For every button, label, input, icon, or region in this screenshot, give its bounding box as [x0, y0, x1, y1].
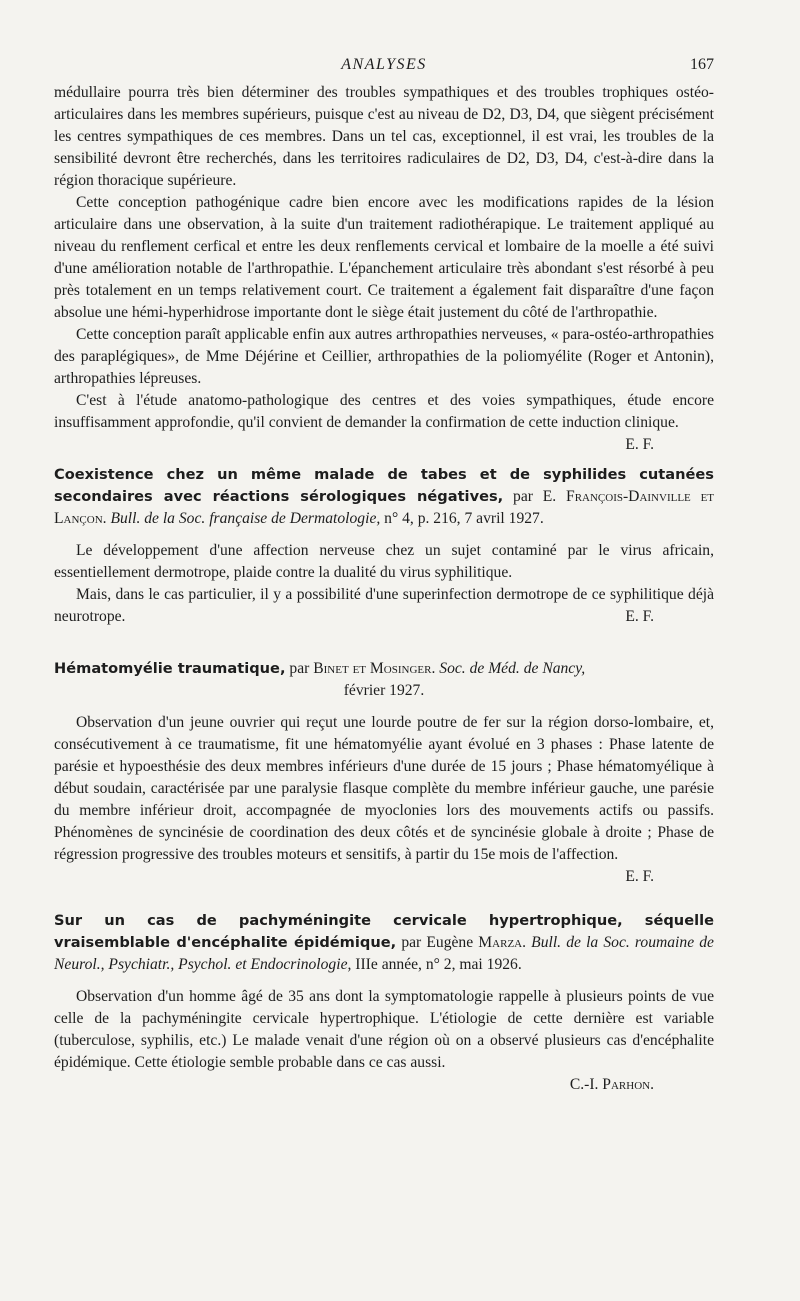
page-header	[54, 52, 714, 82]
signature: E. F.	[625, 436, 654, 453]
article-body	[54, 712, 714, 888]
paragraph: Cette conception pathogénique cadre bien encore avec les modifications rapides de la lésion articulaire dans une observation, à la suite d'un traitement radiothérapique. Le traitement appliqué au niveau du renflement cerfical et entre les deux renflements cervical et lombaire de la moelle a été suivi d'une amélioration notable de l'arthropathie. L'épanchement articulaire très abondant s'est résorbé à peu près totalement en un temps relativement court. Ce traitement a également fait disparaître d'une façon absolue une hémi-hyperhidrose importante dont le siège était justement du côté de l'arthropathie.	[54, 194, 714, 321]
citation: Soc. de Méd. de Nancy,	[439, 660, 586, 677]
paragraph	[54, 390, 714, 453]
authors: Marza.	[478, 934, 527, 951]
authors: François-Dainville et Lançon.	[54, 488, 715, 527]
paragraph: Observation d'un jeune ouvrier qui reçut une lourde poutre de fer sur la région dorso-lombaire, et, consécutivement à ce traumatisme, fit une hématomyélie ayant évolué en 3 phases : Phase latente de parésie et hypoesthésie des deux membres inférieurs d'une durée de 15 jours ; Phase hématomyélique à début soudain, caractérisée par une paralysie flasque complète du membre inférieur gauche, une parésie du membre inférieur droit, accompagnée de myoclonies lors des mouvements actifs ou passifs. Phénomènes de syncinésie de coordination des deux côtés et de syncinésie globale à droite ; Phase de régression progressive des troubles moteurs et sensitifs, à partir du 15e mois de l'affection.	[54, 714, 714, 863]
signature: E. F.	[625, 868, 654, 885]
citation: Bull. de la Soc. roumaine de Neurol., Psychiatr., Psychol. et Endocrinologie,	[54, 934, 714, 973]
authors-prefix: par Eugène	[401, 934, 474, 951]
paragraph-text: Mais, dans le cas particulier, il y a possibilité d'une superinfection dermotrope de ce syphilitique déjà neurotrope.	[54, 586, 714, 625]
signature-row	[54, 1074, 714, 1096]
article-title: Coexistence chez un même malade de tabes et de syphilides cutanées secondaires avec réactions sérologiques négatives,	[54, 466, 714, 505]
authors-prefix: par E.	[513, 488, 557, 505]
signature: C.-I. Parhon.	[569, 1076, 654, 1093]
article-title: Sur un cas de pachyméningite cervicale hypertrophique, séquelle vraisemblable d'encéphalite épidémique,	[54, 912, 714, 951]
paragraph: médullaire pourra très bien déterminer des troubles sympathiques et des troubles trophiques ostéo-articulaires dans les membres supérieurs, puisque c'est au niveau de D2, D3, D4, que siègent précisément les centres sympathiques de ces membres. Dans un tel cas, exceptionnel, il est vrai, les troubles de la sensibilité devront être recherchés, dans les territoires radiculaires de D2, D3, D4, c'est-à-dire dans la région thoracique supérieure.	[54, 84, 714, 189]
citation-details: n° 4, p. 216, 7 avril 1927.	[384, 510, 544, 527]
paragraph: Le développement d'une affection nerveuse chez un sujet contaminé par le virus africain, essentiellement dermotrope, plaide contre la dualité du virus syphilitique.	[54, 542, 714, 581]
signature: E. F.	[625, 608, 654, 625]
article-title: Hématomyélie traumatique,	[54, 660, 286, 677]
continuation-section	[54, 82, 714, 453]
authors-prefix: par	[289, 660, 310, 677]
paragraph	[54, 584, 714, 628]
paragraph-text: C'est à l'étude anatomo-pathologique des centres et des voies sympathiques, étude encore insuffisamment approfondie, qu'il convient de demander la confirmation de cette induction clinique.	[54, 392, 714, 431]
article-date: février 1927.	[343, 682, 425, 699]
running-title: ANALYSES	[341, 56, 427, 73]
article-heading	[54, 464, 714, 530]
citation-details: IIIe année, n° 2, mai 1926.	[355, 956, 522, 973]
article-heading	[54, 658, 714, 680]
paragraph: Cette conception paraît applicable enfin aux autres arthropathies nerveuses, « para-ostéo-arthropathies des paraplégiques», de Mme Déjérine et Ceillier, arthropathies de la poliomyélite (Roger et Antonin), arthropathies lépreuses.	[54, 326, 714, 387]
citation: Bull. de la Soc. française de Dermatologie,	[110, 510, 381, 527]
article-body	[54, 986, 714, 1096]
article-body	[54, 540, 714, 628]
page-number: 167	[690, 56, 714, 73]
authors: Binet et Mosinger.	[313, 660, 436, 677]
signature-row	[54, 866, 714, 888]
paragraph: Observation d'un homme âgé de 35 ans dont la symptomatologie rappelle à plusieurs points de vue celle de la pachyméningite cervicale hypertrophique. L'étiologie de cette dernière est variable (tuberculose, syphilis, etc.) Le malade venait d'une région où on a observé plusieurs cas d'encéphalite épidémique. Cette étiologie semble probable dans ce cas aussi.	[54, 988, 714, 1071]
article-heading	[54, 910, 714, 976]
